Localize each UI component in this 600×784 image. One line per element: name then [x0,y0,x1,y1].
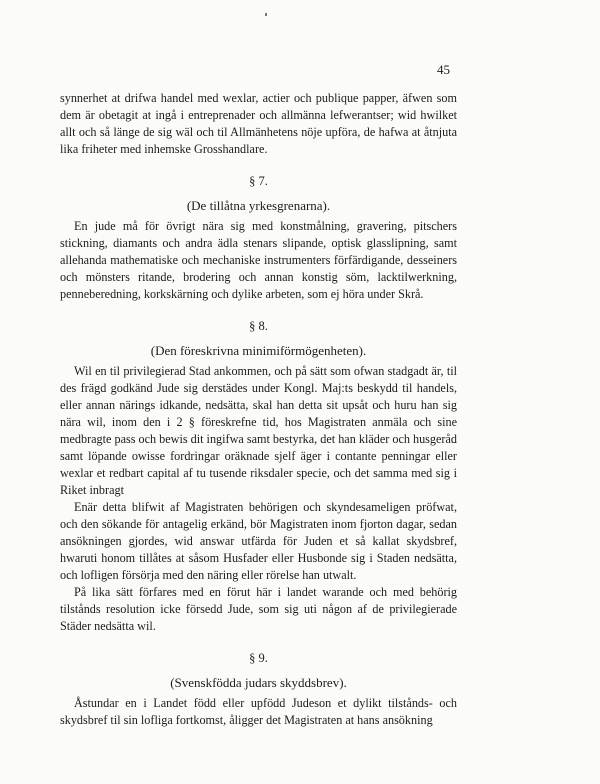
section-sign: § 7. [249,174,268,188]
paragraph: En jude må för övrigt nära sig med konstmålning, gravering, pitschers stickning, diamants och andra ädla stenars slipande, optisk glasslipning, samt allehanda mathematiske och mechaniske instrumenters förfärdigande, desseiners och mönsters ritande, brodering och annan konstig söm, lacktilwerkning, penneberedning, korkskärning och dylike arbeten, som ej höra under Skrå. [60,219,457,301]
intro-paragraph: synnerhet at drifwa handel med wexlar, actier och publique papper, äfwen som dem är obetagit at ingå i entreprenader och allmänna lefwerantser; wid hwilket allt och så länge de sig wäl och til Allmänhetens nöje upföra, de hafwa at åtnjuta lika friheter med inhemske Grosshandlare. [60,91,457,156]
page-number: 45 [437,62,450,77]
section-8 [60,318,457,635]
section-title: (De tillåtna yrkesgrenarna). [186,198,331,213]
section-7 [60,173,457,303]
scan-speck [265,13,267,16]
section-sign: § 9. [249,651,268,665]
paragraph: Åstundar en i Landet född eller upfödd Judeson et dylikt tilstånds- och skydsbref til sin lofliga fortkomst, åligger det Magistraten at hans ansökning [60,696,457,727]
paragraph: Wil en til privilegierad Stad ankommen, och på sätt som ofwan stadgadt är, til des frägd godkänd Jude sig derstädes under Kongl. Maj:ts beskydd til handels, eller annan närings idkande, nedsätta, skal han detta sit upsåt och huru han sig nära wil, inom den i 2 § föreskrefne tid, hos Magistraten anmäla och sine medbragte pass och bewis dit ingifwa samt bestyrka, det han kläder och husgeråd samt löpande owisse fordringar oräknade sjelf äger i contante penningar eller wexlar et redbart capital af tu tusende riksdaler specie, och det samma med sig i Riket inbragt [60,364,457,497]
section-title: (Den föreskrivna minimiförmögenheten). [150,343,367,358]
paragraph: På lika sätt förfares med en förut här i landet warande och med behörig tilstånds resolution icke försedd Jude, som sig uti någon af de privilegierade Städer nedsätta wil. [60,585,457,633]
document-body [60,90,457,729]
paragraph: Enär detta blifwit af Magistraten behörigen och skyndesameligen pröfwat, och den sökande för antagelig erkänd, bör Magistraten inom fjorton dagar, sedan ansökningen gjordes, wid answar utfärda för Juden et så kallat skydsbref, hwaruti honom tillåtes at såsom Husfader eller Husbonde sig i Staden nedsätta, och lofligen försörja med den näring eller rörelse han utwalt. [60,500,457,582]
section-sign: § 8. [249,319,268,333]
section-9 [60,650,457,729]
section-title: (Svenskfödda judars skyddsbrev). [170,675,347,690]
